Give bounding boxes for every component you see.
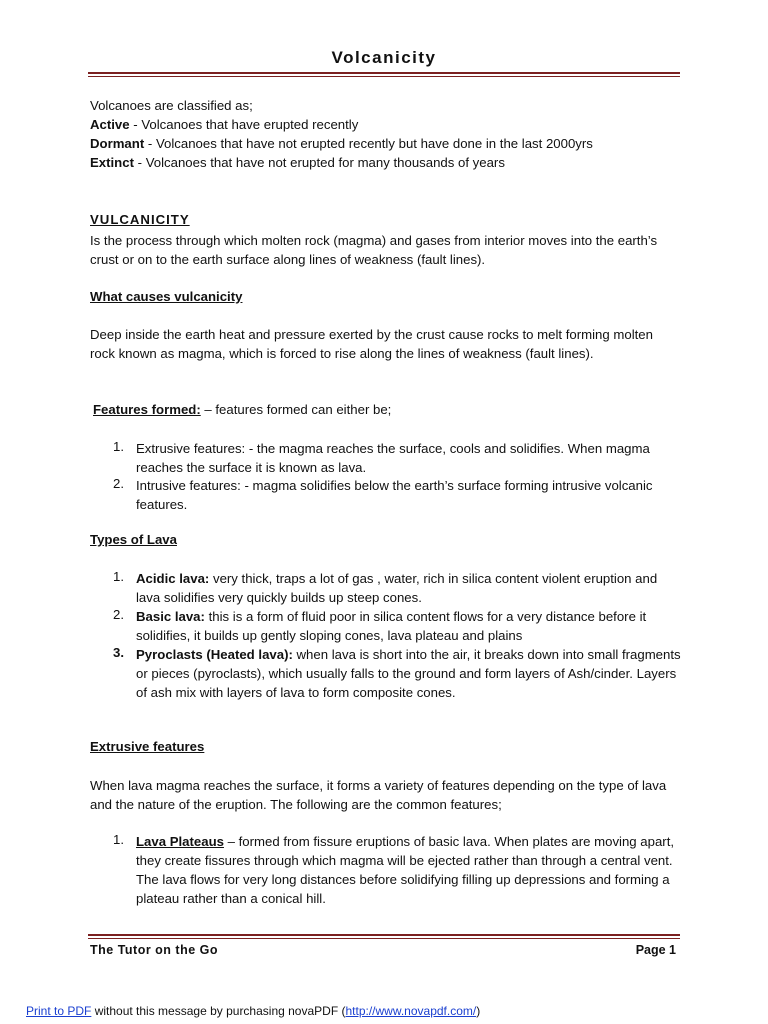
extrusive-text-1: – formed from fissure eruptions of basic lava. When plates are moving apart, they create fissures through which magma will be ejected rather than through a central vent. The lava flows for very long distances before solidifying filling up depressions and forming a plateau rather than a conical hill. bbox=[136, 834, 675, 906]
print-to-pdf-link[interactable]: Print to PDF bbox=[26, 1004, 92, 1018]
features-line bbox=[93, 402, 391, 417]
extinct-line bbox=[90, 155, 505, 170]
lava-item-1 bbox=[136, 569, 681, 607]
lava-num-3: 3. bbox=[113, 645, 124, 660]
feature-num-1: 1. bbox=[113, 439, 124, 454]
extrusive-num-1: 1. bbox=[113, 832, 124, 847]
active-def: - Volcanoes that have erupted recently bbox=[129, 117, 359, 132]
page-number: Page 1 bbox=[635, 943, 676, 957]
dormant-def: - Volcanoes that have not erupted recently but have done in the last 2000yrs bbox=[144, 136, 593, 151]
causes-text: Deep inside the earth heat and pressure exerted by the crust cause rocks to melt forming molten rock known as magma, which is forced to rise along the lines of weakness (fault lines). bbox=[90, 327, 653, 361]
lava-term-2: Basic lava: bbox=[136, 609, 205, 624]
features-heading: Features formed: bbox=[93, 402, 201, 417]
novapdf-link[interactable]: http://www.novapdf.com/ bbox=[345, 1004, 477, 1018]
active-line bbox=[90, 117, 358, 132]
lava-term-1: Acidic lava: bbox=[136, 571, 210, 586]
extrusive-term-1: Lava Plateaus bbox=[136, 834, 224, 849]
extinct-def: - Volcanoes that have not erupted for many thousands of years bbox=[133, 155, 505, 170]
header-rule bbox=[88, 72, 680, 74]
feature-num-2: 2. bbox=[113, 476, 124, 491]
footer-brand: The Tutor on the Go bbox=[90, 943, 218, 957]
extrusive-item-1 bbox=[136, 832, 681, 908]
intro-lead: Volcanoes are classified as; bbox=[90, 98, 253, 113]
lava-text-3: when lava is short into the air, it breaks down into small fragments or pieces (pyroclasts), which usually falls to the ground and form layers of Ash/cinder. Layers of ash mix with layers of lava to form composite cones. bbox=[136, 647, 681, 700]
lava-item-2 bbox=[136, 607, 681, 645]
extinct-term: Extinct bbox=[90, 155, 134, 170]
lava-num-1: 1. bbox=[113, 569, 124, 584]
lava-term-3: Pyroclasts (Heated lava): bbox=[136, 647, 293, 662]
vulcanicity-heading: VULCANICITY bbox=[90, 212, 190, 227]
pdf-note-end: ) bbox=[476, 1004, 481, 1018]
pdf-watermark-note bbox=[26, 1004, 480, 1018]
lava-text-2: this is a form of fluid poor in silica content flows for a very distance before it solidifies, it builds up gently sloping cones, lava plateau and plains bbox=[136, 609, 647, 643]
dormant-term: Dormant bbox=[90, 136, 145, 151]
dormant-line bbox=[90, 136, 593, 151]
feature-item-2: Intrusive features: - magma solidifies below the earth’s surface forming intrusive volcanic features. bbox=[136, 478, 653, 512]
causes-heading: What causes vulcanicity bbox=[90, 289, 243, 304]
lava-num-2: 2. bbox=[113, 607, 124, 622]
active-term: Active bbox=[90, 117, 130, 132]
extrusive-heading: Extrusive features bbox=[90, 739, 205, 754]
lava-item-3 bbox=[136, 645, 681, 702]
features-lead: – features formed can either be; bbox=[200, 402, 392, 417]
vulcanicity-text: Is the process through which molten rock (magma) and gases from interior moves into the earth’s crust or on to the earth surface along lines of weakness (fault lines). bbox=[90, 233, 658, 267]
footer-rule bbox=[88, 934, 680, 936]
footer-rule-thin bbox=[88, 938, 680, 939]
lava-text-1: very thick, traps a lot of gas , water, rich in silica content violent eruption and lava solidifies very quickly builds up steep cones. bbox=[136, 571, 658, 605]
pdf-note-text: without this message by purchasing novaPDF ( bbox=[91, 1004, 346, 1018]
header-rule-thin bbox=[88, 76, 680, 77]
extrusive-text: When lava magma reaches the surface, it forms a variety of features depending on the type of lava and the nature of the eruption. The following are the common features; bbox=[90, 778, 667, 812]
feature-item-1: Extrusive features: - the magma reaches the surface, cools and solidifies. When magma reaches the surface it is known as lava. bbox=[136, 441, 650, 475]
page-title: Volcanicity bbox=[331, 48, 437, 67]
lava-heading: Types of Lava bbox=[90, 532, 177, 547]
